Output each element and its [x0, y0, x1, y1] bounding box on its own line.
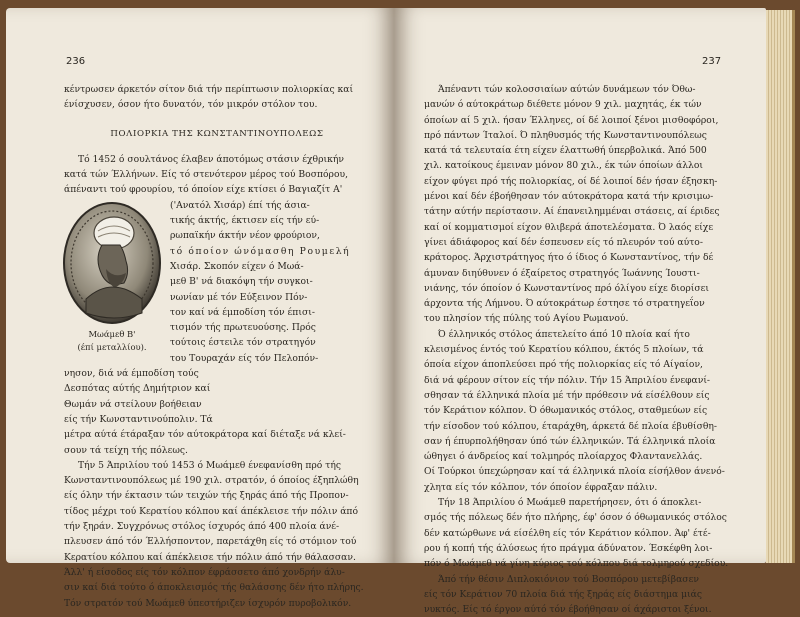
- medal-figure: [62, 199, 162, 353]
- wrap-line: ('Ανατόλ Χισάρ) έπί τής άσια-: [170, 199, 310, 211]
- wrap-line: Δεσπότας αύτής Δημήτριον καί: [64, 383, 211, 395]
- wrap-line: του Τουραχάν είς τόν Πελοπόν-: [170, 352, 319, 364]
- figure-caption-sub: (έπί μεταλλίου).: [77, 341, 147, 352]
- text-line: ρου ή κοπή τής άλύσεως ήτο πράγμα άδύνατον. Έσκέφθη λοι-: [424, 542, 713, 554]
- text-line: του πλησίον τής πύλης τού Αγίου Ρωμανού.: [424, 313, 629, 325]
- text-line: άπέναντι τού φρουρίου, τό όποίον είχε κτίσει ό Βαγιαζίτ Α': [64, 184, 343, 196]
- text-line: ώθηγει ό άνδρείος καί τολμηρός πλοίαρχος Φλαντανελλάς.: [424, 451, 703, 463]
- text-line: Τό 1452 ό σουλτάνος έλαβεν άποτόμως στάσιν έχθρικήν: [78, 153, 344, 165]
- wrap-line: Θωμάν νά στείλουν βοήθειαν: [64, 398, 202, 410]
- text-line: Τόν στρατόν τού Μωάμεθ ύπεστήριζεν ίσχυρόν πυροβολικόν.: [64, 597, 352, 609]
- text-line: άμυναν διηύθυνεν ό έξαίρετος στρατηγός Ίωάννης Ίουστι-: [424, 267, 700, 279]
- wrap-line: τικής άκτής, έκτισεν είς τήν εύ-: [170, 215, 320, 227]
- right-page: [394, 8, 766, 616]
- text-line: όποίων αί 5 χιλ. ήσαν Έλληνες, οί δέ λοιποί ξένοι μισθοφόροι,: [424, 114, 719, 126]
- wrap-line: τισμόν τής πρωτευούσης. Πρός: [170, 322, 316, 334]
- wrap-line: τό όποίον ώνόμασθη Ρουμελή: [170, 245, 351, 257]
- text-line: τόν Κεράτιον κόλπον. Ό όθωμανικός στόλος, σταθμεύων είς: [424, 405, 708, 417]
- page-edges: [766, 10, 795, 563]
- right-page-text: [424, 82, 736, 617]
- wrap-line: τούτοις έστειλε τόν στρατηγόν: [170, 337, 316, 349]
- chapter-heading: ΠΟΛΙΟΡΚΙΑ ΤΗΣ ΚΩΝΣΤΑΝΤΙΝΟΥΠΟΛΕΩΣ: [110, 128, 324, 139]
- text-line: άρχοντα τής Λήμνου. Ό αύτοκράτωρ έστησε τό στρατηγεΐον: [424, 298, 705, 310]
- text-line: κλεισμένος έντός τού Κερατίου κόλπου, έκτός 5 πλοίων, τά: [424, 344, 704, 356]
- text-line: τήν ξηράν. Συγχρόνως στόλος ίσχυρός άπό 400 πλοία άνέ-: [64, 521, 340, 533]
- text-line: Τήν 18 Άπριλίου ό Μωάμεθ παρετήρησεν, ότι ό άποκλει-: [438, 497, 702, 509]
- text-line: κράτορος. Άρχιστράτηγος ήτο ό ίδιος ό Κωνσταντίνος, τήν δέ: [424, 252, 714, 264]
- wrap-line: νωνίαν μέ τόν Εύξεινον Πόν-: [170, 291, 308, 303]
- text-line: είς τόν Κεράτιον 70 πλοία διά τής ξηράς είς διάστημα μιάς: [424, 588, 703, 600]
- text-line: Κωνσταντινουπόλεως μέ 190 χιλ. στρατόν, ό όποίος έξηπλώθη: [64, 475, 359, 487]
- text-line: Κερατίου κόλπου καί άπέκλεισε τήν πόλιν άπό τήν θάλασσαν.: [64, 551, 356, 563]
- text-line: διά νά φέρουν σίτον είς τήν πόλιν. Τήν 15 Άπριλίου ένεφανί-: [424, 374, 711, 386]
- text-line: τίδος μέχρι τού Κερατίου κόλπου καί άπέκλεισε τήν πόλιν άπό: [64, 505, 358, 517]
- text-line: είς όλην τήν έκτασιν τών τειχών τής ξηράς άπό τής Προπον-: [64, 490, 349, 502]
- wrap-line: Χισάρ. Σκοπόν είχεν ό Μωά-: [170, 260, 304, 272]
- page-number-left: 236: [66, 56, 86, 67]
- text-line: Άπό τήν θέσιν Διπλοκιόνιον τού Βοσπόρου μετεβίβασεν: [438, 573, 699, 585]
- text-line: Οί Τούρκοι ύπεχώρησαν καί τά έλληνικά πλοία είσήλθον άνενό-: [424, 466, 725, 478]
- text-line: σμός τής πόλεως δέν ήτο πλήρης, έφ' όσον ό όθωμανικός στόλος: [424, 512, 727, 524]
- wrap-line: νησον, διά νά έμποδίση τούς: [64, 368, 199, 380]
- text-line: καί οί κομματισμοί είχον θλιβερά άποτελέσματα. Ό λαός είχε: [424, 221, 714, 233]
- text-line: μανών ό αύτοκράτωρ διέθετε μόνον 9 χιλ. μαχητάς, έκ τών: [424, 99, 702, 111]
- intro-line: ένίσχυσεν, όσον ήτο δυνατόν, τόν μικρόν στόλον του.: [64, 99, 318, 111]
- text-line: πλευσεν άπό τόν Έλλήσποντον, παρετάχθη είς τό στόμιον τού: [64, 536, 357, 548]
- text-line: πόν ό Μωάμεθ νά γίνη κύριος τού κόλπου διά τολμηρού σχεδίου.: [424, 558, 729, 570]
- text-line: τάτην αύτήν περίστασιν. Αί έπανειλημμέναι στάσεις, αί έριδες: [424, 206, 720, 218]
- text-line: σουν τά τείχη τής πόλεως.: [64, 444, 188, 456]
- text-line: Ό έλληνικός στόλος άπετελείτο άπό 10 πλοία καί ήτο: [438, 328, 690, 340]
- text-line: μέτρα αύτά έτάραξαν τόν αύτοκράτορα καί διέταξε νά κλεί-: [64, 429, 346, 441]
- left-page-text: [64, 82, 370, 611]
- text-line: γίνει άδιάφορος καί δέν έσπευσεν είς τό πλευρόν τού αύτο-: [424, 236, 703, 248]
- wrap-line: τον καί νά έμποδίση τόν έπισι-: [170, 306, 315, 318]
- text-line: είχον φύγει πρό τής πολιορκίας, οί δέ λοιποί δέν ήσαν έξησκη-: [424, 175, 718, 187]
- text-line: Άπέναντι τών κολοσσιαίων αύτών δυνάμεων τόν Όθω-: [438, 84, 696, 95]
- text-line: Άλλ' ή είσοδος είς τόν κόλπον έφράσσετο άπό χονδρήν άλυ-: [64, 566, 345, 578]
- text-line: κατά τά τελευταία έτη είχεν έλαττωθή ύπερβολικά. Άπό 500: [424, 145, 707, 157]
- text-line: Τήν 5 Άπριλίου τού 1453 ό Μωάμεθ ένεφανίσθη πρό τής: [78, 459, 341, 471]
- mehmed-medal-image: [62, 199, 162, 327]
- text-line: νυκτός. Είς τό έργον αύτό τόν έβοήθησαν οί άχάριστοι ξένοι.: [424, 604, 712, 616]
- figure-caption: Μωάμεθ Β': [88, 328, 136, 339]
- wrap-line: ρωπαϊκήν άκτήν νέον φρούριον,: [170, 230, 320, 242]
- text-line: σαν ή έπυρπολήθησαν ύπό τών έλληνικών. Τά έλληνικά πλοία: [424, 435, 716, 447]
- text-line: τήν είσοδον τού κόλπου, έταράχθη, άρκετά δέ πλοία έβυθίσθη-: [424, 420, 717, 432]
- text-line: σθησαν τά έλληνικά πλοία μέ τήν πρόθεσιν νά είσέλθουν είς: [424, 389, 710, 401]
- wrap-line: μεθ Β' νά διακόψη τήν συγκοι-: [170, 276, 313, 288]
- text-line: μένοι καί δέν έβοήθησαν τόν αύτοκράτορα κατά τήν κρισιμω-: [424, 191, 714, 203]
- wrap-line: είς τήν Κωνσταντινούπολιν. Τά: [64, 413, 213, 425]
- text-line: πρό πάντων Ίταλοί. Ό πληθυσμός τής Κωνσταντινουπόλεως: [424, 129, 707, 141]
- text-line: κατά τών Έλλήνων. Είς τό στενότερον μέρος τού Βοσπόρου,: [64, 169, 348, 181]
- text-line: χλητα είς τόν κόλπον, τόν όποίον έφραξαν πάλιν.: [424, 481, 658, 493]
- text-line: νιάνης, τόν όποίον ό Κωνσταντίνος πρό όλίγου είχε διορίσει: [424, 282, 710, 294]
- text-line: όποία είχον άποπλεύσει πρό τής πολιορκίας είς τό Αίγαίον,: [424, 359, 703, 371]
- text-line: χιλ. κατοίκους έμειναν μόνον 80 χιλ., έκ τών όποίων άλλοι: [424, 160, 703, 172]
- left-page: [6, 8, 394, 609]
- page-number-right: 237: [702, 56, 722, 67]
- text-line: δέν κατώρθωνε νά είσέλθη είς τόν Κεράτιον κόλπον. Άφ' έτέ-: [424, 527, 711, 539]
- text-line: σιν καί διά τούτο ό άποκλεισμός τής θαλάσσης δέν ήτο πλήρης.: [64, 582, 364, 594]
- intro-line: κέντρωσεν άρκετόν σίτον διά τήν περίπτωσιν πολιορκίας καί: [64, 84, 354, 95]
